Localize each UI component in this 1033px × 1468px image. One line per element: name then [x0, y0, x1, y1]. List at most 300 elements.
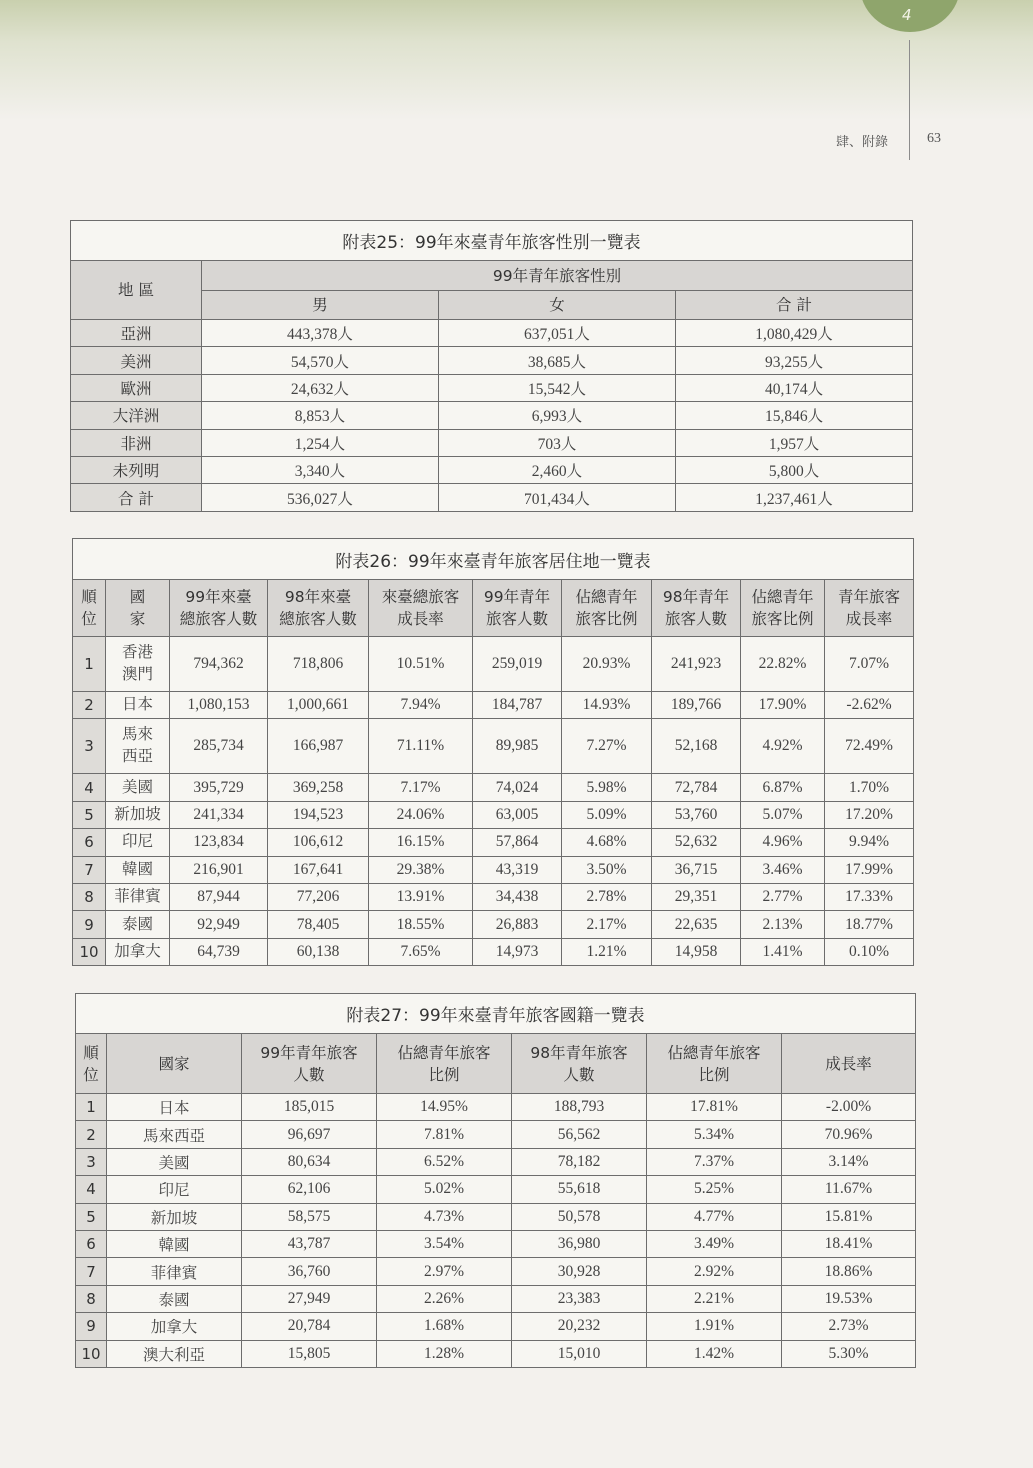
- region-cell: 未列明: [71, 456, 202, 483]
- youth99-cell: 27,949: [242, 1285, 377, 1312]
- growth_total-cell: 16.15%: [369, 829, 473, 856]
- table-row: [73, 801, 914, 828]
- line: 總旅客人數: [279, 610, 357, 628]
- growth_youth-cell: 17.33%: [825, 883, 914, 910]
- youth99-cell: 43,319: [473, 856, 562, 883]
- youth98-cell: 20,232: [512, 1313, 647, 1340]
- line: 香港: [121, 644, 153, 661]
- header-rank: [76, 1034, 107, 1094]
- table25-grid: [70, 220, 913, 512]
- growth-cell: 70.96%: [782, 1121, 916, 1148]
- youth98-cell: 14,958: [652, 938, 741, 965]
- total-cell: 93,255人: [676, 347, 913, 374]
- share98-cell: 1.91%: [647, 1313, 782, 1340]
- table-row: [76, 1176, 916, 1203]
- rank-cell: 10: [76, 1340, 107, 1367]
- growth_total-cell: 7.65%: [369, 938, 473, 965]
- youth98-cell: 52,168: [652, 719, 741, 774]
- share99-cell: 1.68%: [377, 1313, 512, 1340]
- line: 西亞: [121, 748, 153, 766]
- share98-cell: 5.07%: [741, 801, 825, 828]
- header-total99: [170, 580, 268, 637]
- table-row: [71, 429, 913, 456]
- table26-grid: [72, 538, 914, 966]
- youth99-cell: 184,787: [473, 692, 562, 719]
- region-cell: 美洲: [71, 347, 202, 374]
- table25-col-total: 合 計: [676, 291, 913, 320]
- male-cell: 3,340人: [202, 456, 439, 483]
- share99-cell: 4.68%: [562, 829, 652, 856]
- share98-cell: 3.49%: [647, 1230, 782, 1257]
- total99-cell: 395,729: [170, 774, 268, 801]
- youth99-cell: 34,438: [473, 883, 562, 910]
- region-cell: 非洲: [71, 429, 202, 456]
- rank-cell: 2: [76, 1121, 107, 1148]
- share98-cell: 6.87%: [741, 774, 825, 801]
- line: 新加坡: [114, 805, 161, 823]
- total-cell: 1,080,429人: [676, 320, 913, 347]
- header-divider: [909, 40, 910, 160]
- country-cell: [106, 692, 170, 719]
- country-cell: 美國: [107, 1148, 242, 1175]
- share99-cell: 1.21%: [562, 938, 652, 965]
- share99-cell: 14.93%: [562, 692, 652, 719]
- growth_youth-cell: 17.20%: [825, 801, 914, 828]
- line: 成長率: [397, 610, 444, 628]
- total98-cell: 167,641: [268, 856, 369, 883]
- rank-cell: 2: [73, 692, 106, 719]
- growth_youth-cell: 7.07%: [825, 637, 914, 692]
- growth-cell: 3.14%: [782, 1148, 916, 1175]
- region-cell: 亞洲: [71, 320, 202, 347]
- youth98-cell: 36,715: [652, 856, 741, 883]
- youth98-cell: 188,793: [512, 1094, 647, 1121]
- header-growth_youth: [825, 580, 914, 637]
- growth-cell: 19.53%: [782, 1285, 916, 1312]
- rank-cell: 4: [76, 1176, 107, 1203]
- growth-cell: 18.41%: [782, 1230, 916, 1257]
- country-cell: [106, 829, 170, 856]
- line: 國: [129, 588, 146, 606]
- line: 來臺總旅客: [381, 588, 460, 606]
- youth99-cell: 20,784: [242, 1313, 377, 1340]
- share99-cell: 2.17%: [562, 911, 652, 938]
- header-country: [106, 580, 170, 637]
- line: 99年青年旅客: [260, 1043, 358, 1062]
- country-cell: 澳大利亞: [107, 1340, 242, 1367]
- growth_total-cell: 10.51%: [369, 637, 473, 692]
- youth99-cell: 259,019: [473, 637, 562, 692]
- growth-cell: 5.30%: [782, 1340, 916, 1367]
- header-youth98: [652, 580, 741, 637]
- line: 馬來: [121, 726, 153, 744]
- rank-cell: 1: [73, 637, 106, 692]
- growth_youth-cell: 9.94%: [825, 829, 914, 856]
- youth99-cell: 58,575: [242, 1203, 377, 1230]
- rank-cell: 7: [76, 1258, 107, 1285]
- line: 位: [81, 610, 97, 628]
- share98-cell: 1.41%: [741, 938, 825, 965]
- share99-cell: 3.50%: [562, 856, 652, 883]
- youth98-cell: 50,578: [512, 1203, 647, 1230]
- table-row: [71, 320, 913, 347]
- line: 佔總青年: [575, 588, 638, 606]
- growth-cell: 11.67%: [782, 1176, 916, 1203]
- total99-cell: 1,080,153: [170, 692, 268, 719]
- line: 98年來臺: [284, 588, 352, 606]
- country-cell: [106, 911, 170, 938]
- table-row: [71, 374, 913, 401]
- line: 成長率: [825, 1054, 872, 1073]
- share98-cell: 17.90%: [741, 692, 825, 719]
- share98-cell: 5.25%: [647, 1176, 782, 1203]
- table-row: [76, 1148, 916, 1175]
- line: 順: [83, 1043, 99, 1062]
- total98-cell: 369,258: [268, 774, 369, 801]
- rank-cell: 3: [73, 719, 106, 774]
- total99-cell: 64,739: [170, 938, 268, 965]
- male-cell: 8,853人: [202, 402, 439, 429]
- youth99-cell: 63,005: [473, 801, 562, 828]
- table-row: [73, 938, 914, 965]
- share98-cell: 4.92%: [741, 719, 825, 774]
- line: 美國: [121, 778, 153, 796]
- total98-cell: 106,612: [268, 829, 369, 856]
- country-cell: [106, 637, 170, 692]
- youth99-cell: 96,697: [242, 1121, 377, 1148]
- region-cell: 合 計: [71, 484, 202, 511]
- total98-cell: 1,000,661: [268, 692, 369, 719]
- line: 家: [129, 610, 146, 628]
- country-cell: 韓國: [107, 1230, 242, 1257]
- youth98-cell: 72,784: [652, 774, 741, 801]
- total99-cell: 216,901: [170, 856, 268, 883]
- total-cell: 15,846人: [676, 402, 913, 429]
- rank-cell: 4: [73, 774, 106, 801]
- country-cell: [106, 719, 170, 774]
- male-cell: 1,254人: [202, 429, 439, 456]
- youth98-cell: 29,351: [652, 883, 741, 910]
- chapter-number: 4: [902, 6, 912, 24]
- table-row: [73, 774, 914, 801]
- youth99-cell: 80,634: [242, 1148, 377, 1175]
- male-cell: 24,632人: [202, 374, 439, 401]
- line: 旅客人數: [485, 610, 548, 628]
- share99-cell: 6.52%: [377, 1148, 512, 1175]
- female-cell: 637,051人: [439, 320, 676, 347]
- growth-cell: 15.81%: [782, 1203, 916, 1230]
- youth98-cell: 56,562: [512, 1121, 647, 1148]
- header-growth: [782, 1034, 916, 1094]
- youth98-cell: 22,635: [652, 911, 741, 938]
- table-row: [76, 1285, 916, 1312]
- share98-cell: 1.42%: [647, 1340, 782, 1367]
- female-cell: 701,434人: [439, 484, 676, 511]
- header-growth_total: [369, 580, 473, 637]
- country-cell: 馬來西亞: [107, 1121, 242, 1148]
- share99-cell: 2.78%: [562, 883, 652, 910]
- female-cell: 6,993人: [439, 402, 676, 429]
- growth-cell: -2.00%: [782, 1094, 916, 1121]
- table-row: [76, 1313, 916, 1340]
- header-share98: [741, 580, 825, 637]
- header-country: [107, 1034, 242, 1094]
- youth99-cell: 14,973: [473, 938, 562, 965]
- line: 佔總青年旅客: [397, 1043, 491, 1062]
- total98-cell: 166,987: [268, 719, 369, 774]
- line: 比例: [428, 1065, 460, 1084]
- line: 人數: [563, 1065, 595, 1084]
- female-cell: 703人: [439, 429, 676, 456]
- table-row: [71, 402, 913, 429]
- growth_total-cell: 29.38%: [369, 856, 473, 883]
- youth99-cell: 36,760: [242, 1258, 377, 1285]
- table-row: [73, 637, 914, 692]
- line: 韓國: [121, 860, 153, 878]
- line: 國家: [158, 1054, 190, 1073]
- share98-cell: 2.92%: [647, 1258, 782, 1285]
- youth99-cell: 15,805: [242, 1340, 377, 1367]
- rank-cell: 5: [73, 801, 106, 828]
- youth99-cell: 26,883: [473, 911, 562, 938]
- table-row: [73, 829, 914, 856]
- header-youth99: [242, 1034, 377, 1094]
- line: 比例: [698, 1065, 730, 1084]
- share99-cell: 4.73%: [377, 1203, 512, 1230]
- female-cell: 38,685人: [439, 347, 676, 374]
- growth_youth-cell: 17.99%: [825, 856, 914, 883]
- country-cell: 新加坡: [107, 1203, 242, 1230]
- header-share99: [562, 580, 652, 637]
- line: 順: [81, 588, 97, 606]
- total98-cell: 77,206: [268, 883, 369, 910]
- header-total98: [268, 580, 369, 637]
- region-cell: 歐洲: [71, 374, 202, 401]
- growth_total-cell: 18.55%: [369, 911, 473, 938]
- rank-cell: 10: [73, 938, 106, 965]
- rank-cell: 7: [73, 856, 106, 883]
- rank-cell: 8: [73, 883, 106, 910]
- line: 99年來臺: [185, 588, 252, 606]
- table-row: [76, 1258, 916, 1285]
- rank-cell: 6: [73, 829, 106, 856]
- line: 青年旅客: [838, 588, 901, 606]
- youth99-cell: 43,787: [242, 1230, 377, 1257]
- country-cell: 日本: [107, 1094, 242, 1121]
- line: 泰國: [121, 915, 153, 933]
- total-cell: 40,174人: [676, 374, 913, 401]
- rank-cell: 8: [76, 1285, 107, 1312]
- share99-cell: 3.54%: [377, 1230, 512, 1257]
- male-cell: 443,378人: [202, 320, 439, 347]
- share98-cell: 3.46%: [741, 856, 825, 883]
- line: 旅客比例: [751, 610, 814, 628]
- share98-cell: 7.37%: [647, 1148, 782, 1175]
- total99-cell: 241,334: [170, 801, 268, 828]
- growth_youth-cell: -2.62%: [825, 692, 914, 719]
- line: 旅客人數: [664, 610, 727, 628]
- total99-cell: 92,949: [170, 911, 268, 938]
- youth98-cell: 78,182: [512, 1148, 647, 1175]
- male-cell: 536,027人: [202, 484, 439, 511]
- rank-cell: 3: [76, 1148, 107, 1175]
- share98-cell: 4.96%: [741, 829, 825, 856]
- youth98-cell: 36,980: [512, 1230, 647, 1257]
- table-row: [71, 484, 913, 511]
- rank-cell: 1: [76, 1094, 107, 1121]
- youth98-cell: 189,766: [652, 692, 741, 719]
- total98-cell: 718,806: [268, 637, 369, 692]
- country-cell: 印尼: [107, 1176, 242, 1203]
- country-cell: [106, 856, 170, 883]
- youth98-cell: 55,618: [512, 1176, 647, 1203]
- share99-cell: 20.93%: [562, 637, 652, 692]
- line: 成長率: [845, 610, 893, 628]
- header-rank: [73, 580, 106, 637]
- total99-cell: 123,834: [170, 829, 268, 856]
- table27: [75, 993, 915, 1368]
- line: 98年青年: [662, 588, 730, 606]
- rank-cell: 6: [76, 1230, 107, 1257]
- youth98-cell: 15,010: [512, 1340, 647, 1367]
- line: 佔總青年旅客: [667, 1043, 761, 1062]
- share99-cell: 2.26%: [377, 1285, 512, 1312]
- country-cell: 加拿大: [107, 1313, 242, 1340]
- table-row: [76, 1203, 916, 1230]
- share98-cell: 5.34%: [647, 1121, 782, 1148]
- female-cell: 2,460人: [439, 456, 676, 483]
- table25-col-female: 女: [439, 291, 676, 320]
- line: 總旅客人數: [179, 610, 258, 628]
- table-row: [73, 719, 914, 774]
- share98-cell: 2.21%: [647, 1285, 782, 1312]
- line: 印尼: [121, 833, 153, 851]
- line: 旅客比例: [575, 610, 638, 628]
- table-row: [73, 911, 914, 938]
- share99-cell: 7.27%: [562, 719, 652, 774]
- total99-cell: 794,362: [170, 637, 268, 692]
- table25-col-male: 男: [202, 291, 439, 320]
- youth98-cell: 52,632: [652, 829, 741, 856]
- growth_youth-cell: 72.49%: [825, 719, 914, 774]
- share99-cell: 5.02%: [377, 1176, 512, 1203]
- youth99-cell: 74,024: [473, 774, 562, 801]
- rank-cell: 5: [76, 1203, 107, 1230]
- share99-cell: 2.97%: [377, 1258, 512, 1285]
- youth99-cell: 89,985: [473, 719, 562, 774]
- line: 99年青年: [483, 588, 551, 606]
- country-cell: [106, 801, 170, 828]
- share98-cell: 22.82%: [741, 637, 825, 692]
- total98-cell: 78,405: [268, 911, 369, 938]
- youth99-cell: 62,106: [242, 1176, 377, 1203]
- growth_youth-cell: 1.70%: [825, 774, 914, 801]
- female-cell: 15,542人: [439, 374, 676, 401]
- header-youth99: [473, 580, 562, 637]
- table-row: [73, 692, 914, 719]
- growth_total-cell: 7.17%: [369, 774, 473, 801]
- youth99-cell: 57,864: [473, 829, 562, 856]
- share99-cell: 5.98%: [562, 774, 652, 801]
- country-cell: [106, 774, 170, 801]
- region-cell: 大洋洲: [71, 402, 202, 429]
- total99-cell: 285,734: [170, 719, 268, 774]
- country-cell: 泰國: [107, 1285, 242, 1312]
- table-row: [76, 1094, 916, 1121]
- total-cell: 1,237,461人: [676, 484, 913, 511]
- section-title: 肆、附錄: [836, 135, 889, 150]
- table-row: [73, 883, 914, 910]
- line: 人數: [293, 1065, 325, 1084]
- growth-cell: 2.73%: [782, 1313, 916, 1340]
- share98-cell: 17.81%: [647, 1094, 782, 1121]
- table25-group-header: 99年青年旅客性別: [202, 261, 913, 291]
- share99-cell: 7.81%: [377, 1121, 512, 1148]
- share98-cell: 4.77%: [647, 1203, 782, 1230]
- total98-cell: 194,523: [268, 801, 369, 828]
- growth_total-cell: 13.91%: [369, 883, 473, 910]
- header-youth98: [512, 1034, 647, 1094]
- table25-region-header: 地 區: [71, 261, 202, 320]
- table-row: [76, 1121, 916, 1148]
- growth_total-cell: 7.94%: [369, 692, 473, 719]
- growth_youth-cell: 0.10%: [825, 938, 914, 965]
- line: 佔總青年: [751, 588, 814, 606]
- header-share99: [377, 1034, 512, 1094]
- growth_total-cell: 24.06%: [369, 801, 473, 828]
- youth99-cell: 185,015: [242, 1094, 377, 1121]
- total-cell: 5,800人: [676, 456, 913, 483]
- total98-cell: 60,138: [268, 938, 369, 965]
- line: 日本: [121, 696, 153, 714]
- line: 菲律賓: [114, 888, 161, 906]
- table27-caption: 附表27：99年來臺青年旅客國籍一覽表: [76, 994, 916, 1034]
- share98-cell: 2.77%: [741, 883, 825, 910]
- table-row: [76, 1230, 916, 1257]
- growth-cell: 18.86%: [782, 1258, 916, 1285]
- line: 加拿大: [114, 942, 161, 960]
- share99-cell: 14.95%: [377, 1094, 512, 1121]
- table26: [72, 538, 913, 966]
- table-row: [73, 856, 914, 883]
- youth98-cell: 30,928: [512, 1258, 647, 1285]
- total-cell: 1,957人: [676, 429, 913, 456]
- table26-caption: 附表26：99年來臺青年旅客居住地一覽表: [73, 539, 914, 580]
- youth98-cell: 53,760: [652, 801, 741, 828]
- rank-cell: 9: [76, 1313, 107, 1340]
- table-row: [76, 1340, 916, 1367]
- growth_youth-cell: 18.77%: [825, 911, 914, 938]
- youth98-cell: 23,383: [512, 1285, 647, 1312]
- growth_total-cell: 71.11%: [369, 719, 473, 774]
- table-row: [71, 347, 913, 374]
- country-cell: 菲律賓: [107, 1258, 242, 1285]
- youth98-cell: 241,923: [652, 637, 741, 692]
- total99-cell: 87,944: [170, 883, 268, 910]
- rank-cell: 9: [73, 911, 106, 938]
- share99-cell: 5.09%: [562, 801, 652, 828]
- table-row: [71, 456, 913, 483]
- header-share98: [647, 1034, 782, 1094]
- country-cell: [106, 938, 170, 965]
- table27-grid: [75, 993, 916, 1368]
- line: 澳門: [121, 666, 153, 683]
- page-number: 63: [927, 131, 941, 146]
- male-cell: 54,570人: [202, 347, 439, 374]
- table25-caption: 附表25：99年來臺青年旅客性別一覽表: [71, 221, 913, 261]
- share99-cell: 1.28%: [377, 1340, 512, 1367]
- table25: [70, 220, 912, 512]
